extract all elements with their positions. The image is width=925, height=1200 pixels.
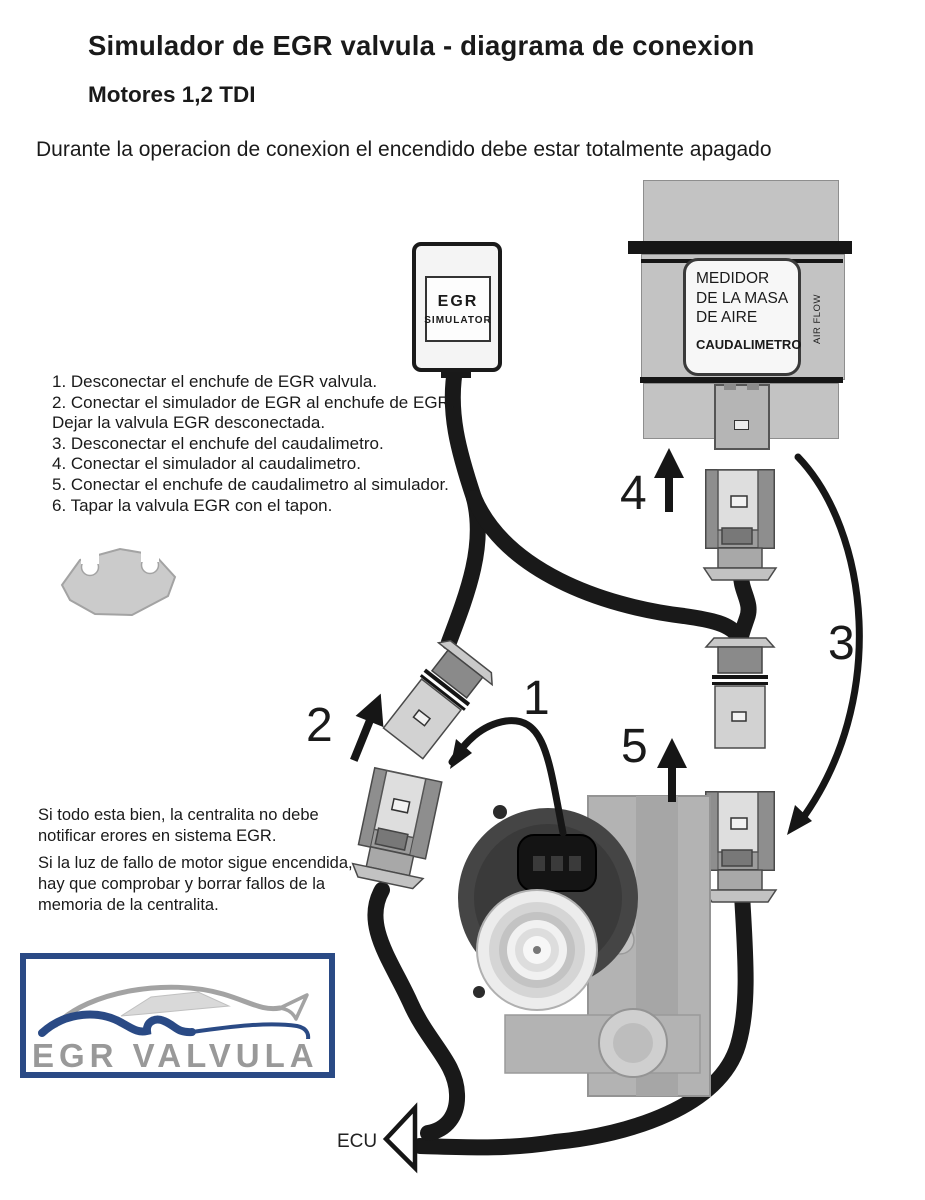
instruction-line: 2. Conectar el simulador de EGR al enchufe de EGR. bbox=[52, 392, 455, 412]
step-number-1: 1 bbox=[523, 672, 550, 725]
cable-to-connector-2 bbox=[449, 498, 478, 642]
instruction-list bbox=[52, 372, 455, 516]
step-number-5: 5 bbox=[621, 720, 648, 773]
step-number-4: 4 bbox=[620, 467, 647, 520]
socket-tab bbox=[724, 384, 736, 390]
car-logo-icon bbox=[26, 961, 329, 1039]
egr-simulator-box bbox=[412, 242, 502, 372]
egr-valve-photo bbox=[458, 796, 710, 1096]
cable-connector1-to-ecu bbox=[375, 890, 457, 1133]
instruction-line: 1. Desconectar el enchufe de EGR valvula. bbox=[52, 372, 378, 391]
instruction-line: 4. Conectar el simulador al caudalimetro. bbox=[52, 454, 361, 474]
maf-label-plate bbox=[683, 258, 801, 376]
maf-label-line: DE AIRE bbox=[696, 309, 758, 326]
socket-tab bbox=[747, 384, 759, 390]
maf-connector-socket bbox=[714, 384, 770, 450]
note-paragraph-2: Si la luz de fallo de motor sigue encendida, hay que comprobar y borrar fallos de la memoria de la centralita. bbox=[38, 854, 353, 914]
maf-label-line: DE LA MASA bbox=[696, 289, 789, 307]
instruction-line: 5. Conectar el enchufe de caudalimetro al simulador. bbox=[52, 474, 449, 494]
step-4-arrow bbox=[654, 448, 684, 512]
latch-slot bbox=[734, 420, 749, 430]
cable-simulator-down bbox=[453, 370, 474, 498]
instruction-line: 6. Tapar la valvula EGR con el tapon. bbox=[52, 495, 333, 515]
instruction-line: Dejar la valvula EGR desconectada. bbox=[52, 413, 326, 433]
cable-to-junction bbox=[474, 498, 739, 650]
air-flow-label: AIR FLOW bbox=[812, 294, 823, 344]
latch-slot bbox=[731, 818, 747, 829]
connector-middle-male bbox=[706, 638, 774, 748]
step-number-2: 2 bbox=[306, 699, 333, 752]
ecu-arrow bbox=[386, 1108, 415, 1168]
latch-slot bbox=[731, 496, 747, 507]
warning-text: Durante la operacion de conexion el encendido debe estar totalmente apagado bbox=[36, 138, 772, 161]
egr-simulator-label bbox=[425, 276, 491, 342]
maf-label-line: MEDIDOR bbox=[696, 270, 770, 287]
step-number-3: 3 bbox=[828, 617, 855, 670]
latch-slot bbox=[732, 712, 746, 721]
latch-slot bbox=[392, 799, 410, 813]
simulator-label-top: EGR bbox=[437, 292, 479, 310]
page-subtitle: Motores 1,2 TDI bbox=[88, 82, 256, 107]
maf-body-top bbox=[643, 180, 839, 245]
connector-maf-plug bbox=[704, 470, 776, 580]
ecu-label: ECU bbox=[337, 1131, 378, 1152]
page-title: Simulador de EGR valvula - diagrama de conexion bbox=[88, 30, 755, 61]
logo-text: EGR VALVULA bbox=[32, 1037, 319, 1074]
egr-valvula-logo bbox=[20, 953, 335, 1078]
step-5-arrow bbox=[657, 738, 687, 802]
maf-label-caption: CAUDALIMETRO bbox=[696, 336, 802, 352]
connector-2 bbox=[376, 636, 497, 765]
egr-blanking-plate bbox=[62, 547, 175, 615]
connector-5 bbox=[704, 792, 776, 902]
instruction-line: 3. Desconectar el enchufe del caudalimetro. bbox=[52, 433, 384, 453]
simulator-label-bottom: SIMULATOR bbox=[424, 314, 492, 326]
note-paragraph-1: Si todo esta bien, la centralita no debe notificar erores en sistema EGR. bbox=[38, 806, 319, 845]
maf-clamp-band bbox=[628, 241, 852, 254]
